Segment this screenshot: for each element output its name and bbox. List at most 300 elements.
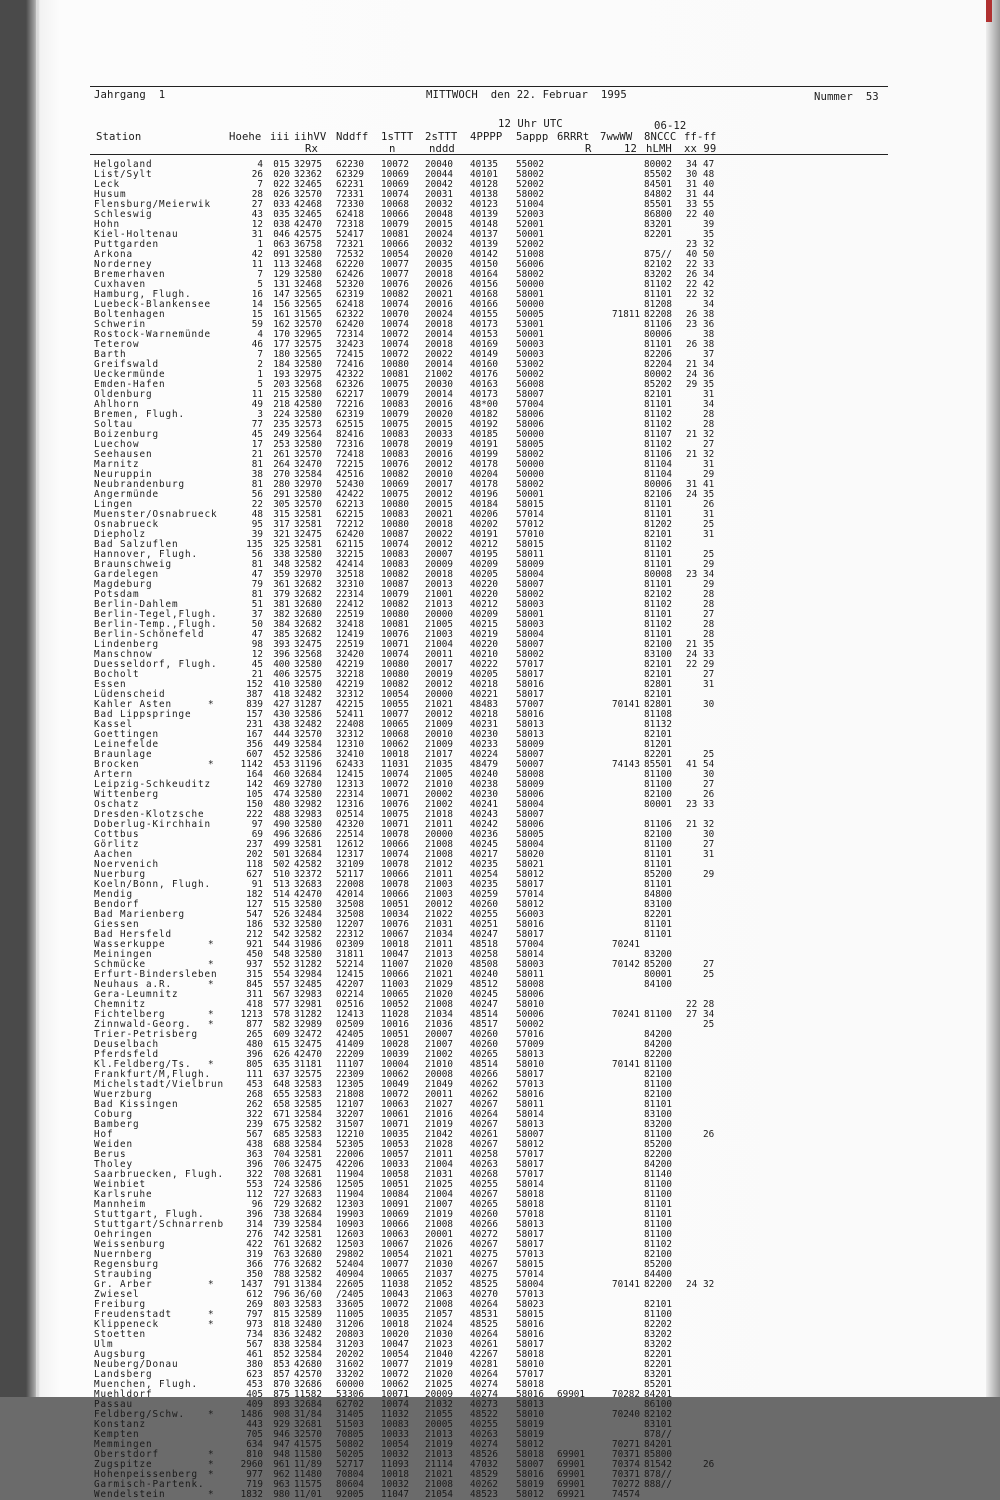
group-7wwww: 70240 [612,1409,640,1420]
group-iihvv: 32470 [294,459,322,470]
gust-ff1: 22 [686,659,698,670]
group-iihvv: 36758 [294,239,322,250]
station-height: 719 [246,1479,263,1490]
group-nddff: 32518 [336,569,364,580]
group-4pppp: 40185 [470,429,498,440]
station-height: 805 [246,1059,263,1070]
station-id: 035 [273,209,290,220]
group-7wwww: 70272 [612,1479,640,1490]
group-1sttt: 10083 [381,509,409,520]
group-1sttt: 10075 [381,809,409,820]
gust-ff2: 26 [703,499,715,510]
group-nddff: 02214 [336,989,364,1000]
group-iihvv: 32682 [294,619,322,630]
station-height: 12 [251,219,263,230]
group-1sttt: 10076 [381,629,409,640]
group-8nccc: 81101 [644,1199,672,1210]
group-5appp: 58009 [516,739,544,750]
group-nddff: 62322 [336,309,364,320]
mountain-marker: * [208,1319,214,1330]
group-8nccc: 84201 [644,1389,672,1400]
gust-ff1: 23 [686,569,698,580]
group-2sttt: 21011 [425,869,453,880]
group-1sttt: 10083 [381,1419,409,1430]
group-2sttt: 20018 [425,569,453,580]
group-2sttt: 21008 [425,839,453,850]
group-4pppp: 48517 [470,1019,498,1030]
group-nddff: 52320 [336,279,364,290]
station-height: 11 [251,389,263,400]
group-iihvv: 32468 [294,259,322,270]
group-iihvv: 32583 [294,1089,322,1100]
group-5appp: 58012 [516,1139,544,1150]
gust-ff1: 22 [686,289,698,300]
group-iihvv: 32584 [294,1219,322,1230]
group-2sttt: 21004 [425,639,453,650]
gust-ff2: 28 [703,419,715,430]
gust-ff1: 21 [686,429,698,440]
group-5appp: 58023 [516,1299,544,1310]
group-5appp: 57014 [516,889,544,900]
group-4pppp: 40242 [470,819,498,830]
group-8nccc: 82200 [644,1279,672,1290]
station-name: Giessen [94,919,140,930]
station-id: 453 [273,759,290,770]
station-height: 50 [251,619,263,630]
group-5appp: 58007 [516,749,544,760]
station-height: 396 [246,1049,263,1060]
group-8nccc: 81202 [644,519,672,530]
group-5appp: 58011 [516,549,544,560]
station-name: Duesseldorf, Flugh. [94,659,218,670]
group-8nccc: 81100 [644,769,672,780]
gust-ff2: 42 [703,279,715,290]
station-height: 937 [246,959,263,970]
station-height: 810 [246,1449,263,1460]
station-height: 2 [257,359,263,370]
group-2sttt: 20008 [425,1069,453,1080]
station-id: 480 [273,799,290,810]
group-nddff: 22519 [336,609,364,620]
station-id: 893 [273,1399,290,1410]
group-8nccc: 875// [644,249,672,260]
group-5appp: 58002 [516,449,544,460]
group-1sttt: 10065 [381,719,409,730]
group-4pppp: 40230 [470,729,498,740]
group-8nccc: 82201 [644,1359,672,1370]
station-height: 39 [251,529,263,540]
group-5appp: 58016 [516,919,544,930]
group-iihvv: 32580 [294,679,322,690]
group-8nccc: 82208 [644,309,672,320]
gust-ff1: 21 [686,819,698,830]
gust-ff2: 37 [703,349,715,360]
station-id: 838 [273,1339,290,1350]
group-iihvv: 32465 [294,179,322,190]
col-station: Station [96,131,142,143]
group-6rrrt: 69901 [557,1389,585,1400]
group-7wwww: 71811 [612,309,640,320]
group-4pppp: 40258 [470,949,498,960]
gust-ff2: 38 [703,339,715,350]
station-height: 47 [251,629,263,640]
station-name: Teterow [94,339,140,350]
group-1sttt: 10032 [381,1479,409,1490]
station-name: Hohenpeissenberg [94,1469,198,1480]
group-iihvv: 31181 [294,1059,322,1070]
group-1sttt: 10066 [381,969,409,980]
group-iihvv: 32682 [294,629,322,640]
group-nddff: 31811 [336,949,364,960]
station-height: 51 [251,599,263,610]
group-nddff: 29802 [336,1249,364,1260]
station-height: 27 [251,199,263,210]
station-id: 224 [273,409,290,420]
group-8nccc: 81100 [644,1059,672,1070]
group-nddff: 72321 [336,239,364,250]
group-5appp: 52002 [516,179,544,190]
station-height: 182 [246,889,263,900]
station-id: 438 [273,719,290,730]
group-5appp: 57017 [516,1149,544,1160]
station-name: Görlitz [94,839,140,850]
station-height: 28 [251,189,263,200]
group-iihvv: 32984 [294,969,322,980]
group-4pppp: 40262 [470,1079,498,1090]
station-name: Neuhaus a.R. [94,979,172,990]
gust-ff1: 21 [686,639,698,650]
station-name: Gardelegen [94,569,159,580]
station-height: 15 [251,309,263,320]
group-nddff: 12305 [336,1079,364,1090]
group-2sttt: 21007 [425,1199,453,1210]
gust-ff2: 31 [703,459,715,470]
group-1sttt: 10083 [381,449,409,460]
group-nddff: 72316 [336,439,364,450]
station-id: 658 [273,1099,290,1110]
station-height: 356 [246,739,263,750]
group-iihvv: 32480 [294,1319,322,1330]
station-id: 253 [273,439,290,450]
station-height: 265 [246,1029,263,1040]
group-iihvv: 32581 [294,1149,322,1160]
group-2sttt: 20000 [425,609,453,620]
group-4pppp: 48512 [470,979,498,990]
station-name: Boizenburg [94,429,159,440]
station-id: 852 [273,1349,290,1360]
group-5appp: 58017 [516,929,544,940]
station-id: 763 [273,1249,290,1260]
station-name: Zwiesel [94,1289,140,1300]
group-2sttt: 21025 [425,1379,453,1390]
group-2sttt: 21030 [425,1329,453,1340]
group-nddff: 31405 [336,1409,364,1420]
group-8nccc: 84800 [644,889,672,900]
station-id: 502 [273,859,290,870]
group-5appp: 50000 [516,279,544,290]
group-5appp: 56003 [516,909,544,920]
station-name: Potsdam [94,589,140,600]
group-8nccc: 81106 [644,319,672,330]
station-name: Bamberg [94,1119,140,1130]
mountain-marker: * [208,1469,214,1480]
group-4pppp: 40220 [470,579,498,590]
group-1sttt: 10065 [381,1269,409,1280]
gust-ff1: 22 [686,259,698,270]
group-nddff: 12310 [336,739,364,750]
gust-ff2: 39 [703,219,715,230]
group-1sttt: 10054 [381,1249,409,1260]
group-5appp: 58015 [516,539,544,550]
group-nddff: 42207 [336,979,364,990]
station-name: Mannheim [94,1199,146,1210]
station-id: 948 [273,1449,290,1460]
group-nddff: 62215 [336,509,364,520]
station-name: Aachen [94,849,133,860]
station-name: Garmisch-Partenk. [94,1479,205,1490]
group-iihvv: 32485 [294,979,322,990]
group-2sttt: 20032 [425,239,453,250]
group-nddff: /2405 [336,1289,364,1300]
group-nddff: 12313 [336,779,364,790]
group-7wwww: 74143 [612,759,640,770]
station-height: 315 [246,969,263,980]
group-4pppp: 40240 [470,969,498,980]
group-1sttt: 10072 [381,159,409,170]
group-7wwww: 70241 [612,939,640,950]
station-height: 46 [251,339,263,350]
group-1sttt: 11007 [381,959,409,970]
group-2sttt: 21013 [425,599,453,610]
group-iihvv: 32584 [294,469,322,480]
group-4pppp: 40218 [470,679,498,690]
group-1sttt: 10091 [381,1199,409,1210]
group-8nccc: 82202 [644,1319,672,1330]
gust-ff1: 23 [686,799,698,810]
group-2sttt: 21034 [425,1009,453,1020]
station-name: Feldberg/Schw. [94,1409,185,1420]
group-1sttt: 10076 [381,459,409,470]
station-height: 45 [251,659,263,670]
group-iihvv: 32575 [294,339,322,350]
group-nddff: 42219 [336,679,364,690]
col-6rrrt-sub: R [585,143,592,155]
group-5appp: 50000 [516,459,544,470]
station-height: 5 [257,279,263,290]
group-iihvv: 32570 [294,449,322,460]
group-5appp: 58011 [516,969,544,980]
group-2sttt: 20000 [425,829,453,840]
group-5appp: 58007 [516,639,544,650]
group-iihvv: 32573 [294,419,322,430]
group-5appp: 50002 [516,369,544,380]
station-height: 56 [251,549,263,560]
station-name: Oldenburg [94,389,153,400]
group-iihvv: 32570 [294,499,322,510]
station-height: 634 [246,1439,263,1450]
station-id: 532 [273,919,290,930]
group-iihvv: 32681 [294,1169,322,1180]
group-1sttt: 10035 [381,1129,409,1140]
group-8nccc: 81101 [644,609,672,620]
group-nddff: 12210 [336,1129,364,1140]
group-iihvv: 32583 [294,1079,322,1090]
group-1sttt: 10034 [381,909,409,920]
group-iihvv: 32565 [294,289,322,300]
group-8nccc: 85501 [644,759,672,770]
group-5appp: 58004 [516,629,544,640]
station-name: Frankfurt/M,Flugh. [94,1069,211,1080]
page-binding-edge [36,0,38,1397]
station-name: Stuttgart, Flugh. [94,1209,205,1220]
station-height: 422 [246,1239,263,1250]
station-name: Boltenhagen [94,309,166,320]
gust-ff1: 33 [686,199,698,210]
group-iihvv: 32680 [294,1249,322,1260]
gust-ff1: 24 [686,649,698,660]
station-name: Lingen [94,499,133,510]
station-id: 815 [273,1309,290,1320]
group-iihvv: 32682 [294,589,322,600]
station-id: 635 [273,1059,290,1070]
station-id: 235 [273,419,290,430]
group-nddff: 12413 [336,1009,364,1020]
station-name: Angermünde [94,489,159,500]
group-2sttt: 21001 [425,589,453,600]
station-height: 239 [246,1119,263,1130]
station-id: 962 [273,1469,290,1480]
group-nddff: 11107 [336,1059,364,1070]
group-1sttt: 11003 [381,979,409,990]
group-2sttt: 21003 [425,889,453,900]
gust-ff2: 30 [703,699,715,710]
group-2sttt: 21019 [425,1439,453,1450]
group-1sttt: 10055 [381,699,409,710]
group-iihvv: 32683 [294,1189,322,1200]
group-2sttt: 20024 [425,229,453,240]
station-id: 452 [273,749,290,760]
group-nddff: 62702 [336,1399,364,1410]
group-nddff: 02509 [336,1019,364,1030]
group-8nccc: 81208 [644,299,672,310]
station-id: 161 [273,309,290,320]
gust-ff2: 48 [703,169,715,180]
group-4pppp: 40123 [470,199,498,210]
group-8nccc: 81102 [644,419,672,430]
gust-ff1: 26 [686,309,698,320]
group-nddff: 32508 [336,899,364,910]
station-height: 2960 [240,1459,263,1470]
station-name: List/Sylt [94,169,153,180]
group-7wwww: 70142 [612,959,640,970]
station-height: 350 [246,1269,263,1280]
group-nddff: 22408 [336,719,364,730]
group-2sttt: 21055 [425,1409,453,1420]
group-5appp: 58013 [516,1399,544,1410]
gust-ff2: 40 [703,209,715,220]
group-4pppp: 40199 [470,449,498,460]
gust-ff2: 30 [703,769,715,780]
group-4pppp: 40212 [470,599,498,610]
group-nddff: 12303 [336,1199,364,1210]
group-4pppp: 40235 [470,879,498,890]
station-height: 26 [251,169,263,180]
group-1sttt: 10066 [381,209,409,220]
group-nddff: 22008 [336,879,364,890]
col-8nccc-sub: hLMH [646,143,672,155]
station-id: 685 [273,1129,290,1140]
station-id: 022 [273,179,290,190]
station-id: 739 [273,1219,290,1230]
group-2sttt: 20018 [425,319,453,330]
group-iihvv: 32589 [294,1309,322,1320]
group-5appp: 58014 [516,1109,544,1120]
group-8nccc: 81100 [644,1229,672,1240]
group-2sttt: 21021 [425,699,453,710]
gust-ff2: 27 [703,779,715,790]
station-name: Saarbruecken, Flugh. [94,1169,224,1180]
group-1sttt: 10078 [381,859,409,870]
group-1sttt: 10077 [381,1359,409,1370]
group-8nccc: 85200 [644,1259,672,1270]
mountain-marker: * [208,1409,214,1420]
group-nddff: 42322 [336,369,364,380]
station-id: 637 [273,1069,290,1080]
group-nddff: 22312 [336,929,364,940]
group-4pppp: 40264 [470,1329,498,1340]
gust-ff2: 50 [703,249,715,260]
station-name: Muenchen, Flugh. [94,1379,198,1390]
station-id: 655 [273,1089,290,1100]
group-8nccc: 82101 [644,529,672,540]
group-8nccc: 878// [644,1469,672,1480]
group-5appp: 58002 [516,169,544,180]
group-8nccc: 80001 [644,969,672,980]
gust-ff2: 32 [703,239,715,250]
group-iihvv: 32682 [294,579,322,590]
group-4pppp: 48525 [470,1319,498,1330]
station-id: 406 [273,669,290,680]
group-4pppp: 40184 [470,499,498,510]
station-id: 177 [273,339,290,350]
group-iihvv: 32475 [294,1159,322,1170]
station-name: Fichtelberg [94,1009,166,1020]
station-id: 853 [273,1359,290,1370]
gust-ff1: 30 [686,169,698,180]
group-4pppp: 40267 [470,1259,498,1270]
group-nddff: 62115 [336,539,364,550]
group-8nccc: 84501 [644,179,672,190]
group-5appp: 58013 [516,1119,544,1130]
station-name: Arkona [94,249,133,260]
group-iihvv: 11/89 [294,1459,322,1470]
mountain-marker: * [208,1449,214,1460]
station-id: 427 [273,699,290,710]
station-name: Muenster/Osnabrueck [94,509,218,520]
group-2sttt: 21002 [425,1049,453,1060]
group-nddff: 42320 [336,819,364,830]
group-4pppp: 40139 [470,239,498,250]
station-height: 1832 [240,1489,263,1500]
group-1sttt: 10067 [381,1239,409,1250]
group-nddff: 62418 [336,299,364,310]
group-1sttt: 10087 [381,579,409,590]
group-iihvv: 32975 [294,369,322,380]
mountain-marker: * [208,959,214,970]
group-4pppp: 40204 [470,469,498,480]
group-4pppp: 40240 [470,769,498,780]
gust-ff2: 28 [703,999,715,1010]
